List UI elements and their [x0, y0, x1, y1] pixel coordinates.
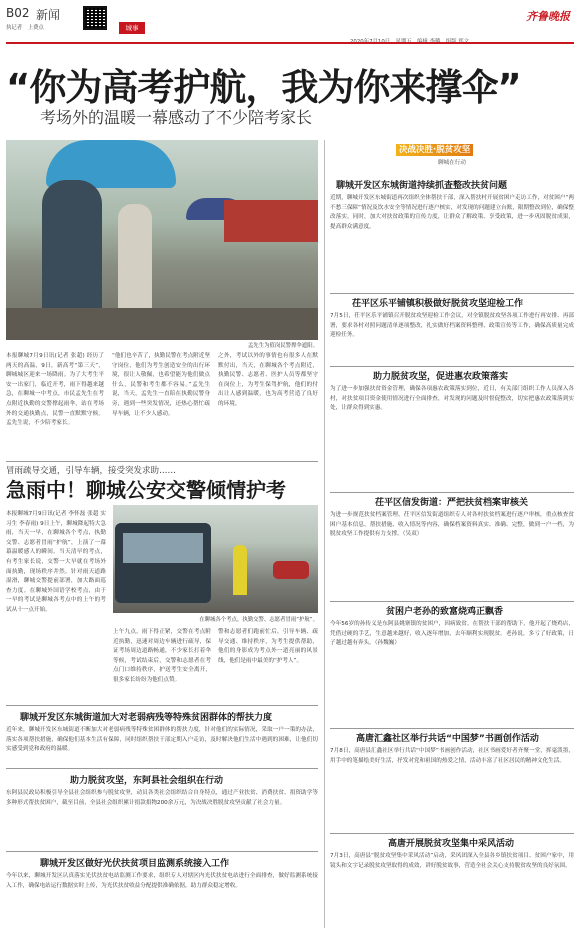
officer-figure — [233, 545, 247, 595]
campaign-subtitle: 聊城在行动 — [438, 160, 466, 166]
building-shape — [224, 200, 318, 242]
bottom-article-body: 东阿县民政局积极引导全县社会组织参与脱贫攻坚，动员各类社会组织结合自身特点，通过产业扶贫、消费扶贫、捐资助学等多种形式帮扶贫困户，截至目前，全县社会组织累计捐款捐物200余万元，为决战决胜脱贫攻坚贡献了社会力量。 — [6, 790, 318, 806]
mid-kicker: 冒雨疏导交通，引导车辆，接受突发求助…… — [6, 466, 177, 476]
mid-body-col1: 本报聊城7月9日讯(记者 李怀磊 张超 实习生 李春雨) 9日上午，聊城降起特大急雨，当天一早，在聊城各个考点，执勤交警、志愿者冒雨“护航”，上演了一幕幕温暖感人的瞬间。当天清早的考点，有考生家长说，交警一大早就在考场外面执勤，现场秩序井然。针对雨天道路湿滑，聊城交警提前部署，加大路面巡查力度。在聊城外国语学校考点，由于一早的考试是聊城各考点中的上午的考试从十一点开始。 — [6, 511, 106, 613]
mid-body-col3: 警和志愿者们跑前忙后，引导车辆、疏导交通、维持秩序，为考生提供帮助，他们的身影成为考点外一道亮丽的风景线，他们是雨中最美的“护考人”。 — [218, 629, 318, 664]
lead-photo-caption: 孟先生为值岗民警撑伞遮阳。 — [247, 343, 318, 349]
header-rule — [6, 42, 574, 44]
right-article-title: 贫困户老孙的致富烧鸡正飘香 — [386, 607, 504, 617]
right-article-body: 近期，聊城开发区东城街道再次组织全体帮扶干部，深入帮扶村开展贫困户走访工作，对贫困户“两不愁三保障”情况及饮水安全等情况进行逐户核实，对发现的问题建立台账，限期整改到位，确保整改落实。同时，加大对扶贫政策的宣传力度，让群众了解政策、享受政策，进一步巩固脱贫成果，提高群众满意度。 — [330, 195, 574, 230]
section-divider — [6, 461, 318, 462]
bottom-article-body: 今年以来，聊城开发区认真落实光伏扶贫电站监测工作要求，组织专人对辖区内光伏扶贫电站进行全面排查，做好监测系统接入工作，确保电站运行数据实时上传，为光伏扶贫收益分配提供准确依据，助力群众稳定增收。 — [6, 873, 318, 889]
bottom-article-title: 聊城开发区做好光伏扶贫项目监测系统接入工作 — [40, 859, 230, 869]
lead-photo — [6, 140, 318, 340]
bottom-article-title: 助力脱贫攻坚，东阿县社会组织在行动 — [70, 776, 224, 786]
right-article-body: 7月8日，高唐县汇鑫社区举行共话“中国梦”书画创作活动，社区书画爱好者齐聚一堂，挥毫泼墨，用手中的笔描绘美好生活，抒发对党和祖国的热爱之情，活动丰富了社区居民的精神文化生活。 — [330, 748, 574, 764]
section-tag-label: 城事 — [125, 24, 139, 32]
section-divider — [330, 366, 574, 367]
right-article-title: 助力脱贫攻坚，促进惠农政策落实 — [373, 372, 509, 382]
right-article-title: 聊城开发区东城街道持续抓查整改扶贫问题 — [336, 181, 508, 191]
right-article-body: 今年56岁的孙传义是东阿县姚寨镇的贫困户，因病致贫。在帮扶干部的帮助下，他开起了烧鸡店，凭借过硬的手艺，生意越来越好，收入逐年增加，去年顺利实现脱贫。老孙说，多亏了好政策，日子越过越有奔头。（孙魏巍） — [330, 621, 574, 647]
section-divider — [330, 833, 574, 834]
section-divider — [6, 768, 318, 769]
section-name: 新闻 — [36, 8, 61, 22]
section-divider — [330, 728, 574, 729]
car-shape — [273, 561, 309, 579]
right-article-title: 茌平区信发街道：严把扶贫档案审核关 — [375, 498, 529, 508]
newspaper-logo: 齐鲁晚报 — [526, 10, 570, 23]
lead-headline: “你为高考护航，我为你来撑伞” — [6, 66, 521, 109]
campaign-title — [396, 144, 473, 156]
right-article-title: 高唐汇鑫社区举行共话“中国梦”书画创作活动 — [356, 734, 539, 744]
section-divider — [330, 601, 574, 602]
mid-photo — [113, 505, 318, 613]
campaign-title-label: 决战决胜·脱贫攻坚 — [399, 145, 471, 155]
right-article-title: 茌平区乐平铺镇积极做好脱贫攻坚迎检工作 — [352, 299, 524, 309]
right-article-body: 7月3日，高唐县“脱贫攻坚集中采风活动”启动，采风团深入全县各乡镇扶贫项目、贫困户家中，用镜头和文字记录脱贫攻坚取得的成效，讲好脱贫故事，营造全社会关心支持脱贫攻坚的良好氛围。 — [330, 853, 574, 869]
lead-body-col1: 本报聊城7月9日讯(记者 张超) 经历了两天的高温，9日，新高考“第三天”，聊城城区迎来一场降雨。为了大考生平安一出家门，临近开考，雨下得越来越急，在聊城一中考点，市民孟先生在考点附近执勤的交警撑起雨伞，站在考场外的交通执勤点，民警一直默默守候。孟先生说，不少陪考家长。 — [6, 353, 104, 427]
lead-body-col2: “他们也辛苦了，执勤民警在考点附近坚守岗位，他们为考生创造安全的出行环境，很让人敬佩，也希望能为他们做点什么，民警和考生都不容易。”孟先生说，当天，孟先生一直陪在执勤民警身旁，遇到一些突发情况，还热心帮忙疏导车辆，让不少人感动。 — [112, 353, 210, 417]
mid-body-col2: 上午九点，雨下得正紧，交警在考点附近执勤，迅速对周边车辆进行疏导，保证考场周边道路畅通，不少家长打着伞等候，考试结束后，交警和志愿者在考点门口维持秩序，护送考生安全离开，很多家长纷纷为他们点赞。 — [113, 629, 211, 683]
section-divider — [330, 492, 574, 493]
mid-photo-caption: 在聊城各个考点，执勤交警、志愿者冒雨“护航”。 — [199, 617, 318, 623]
column-divider — [324, 140, 325, 928]
right-article-body: 7月5日，茌平区乐平铺镇召开脱贫攻坚迎检工作会议，对全镇脱贫攻坚各项工作进行再安排、再部署，要求各村对照问题清单逐项整改，扎实做好档案资料整理、政策宣传等工作，确保高质量完成迎检任务。 — [330, 313, 574, 339]
qr-code-icon — [83, 6, 107, 30]
campaign-box — [396, 144, 526, 166]
right-article-body: 为了进一步加强扶贫资金管理，确保各项惠农政策落实到位，近日，有关部门组织工作人员深入各村，对扶贫项目资金使用情况进行全面排查，对发现的问题及时督促整改，切实把惠农政策落到实处，让群众得到实惠。 — [330, 386, 574, 412]
right-article-body: 为进一步规范扶贫档案管理，茌平区信发街道组织专人对各村扶贫档案进行逐户审核，重点核查贫困户基本信息、帮扶措施、收入情况等内容，确保档案资料真实、准确、完整，做到一户一档，为脱贫攻坚工作提供有力支撑。（吴双） — [330, 512, 574, 538]
page-number: B02 — [6, 6, 30, 20]
ground — [6, 308, 318, 340]
section-tag — [119, 22, 145, 34]
section-divider — [6, 851, 318, 852]
section-divider — [6, 705, 318, 706]
lead-subhead: 考场外的温暖一幕感动了不少陪考家长 — [40, 108, 313, 127]
mid-headline: 急雨中！聊城公安交警倾情护考 — [6, 478, 286, 502]
masthead — [6, 6, 574, 42]
right-article-title: 高唐开展脱贫攻坚集中采风活动 — [388, 839, 515, 849]
bottom-article-body: 近年来，聊城开发区东城街道不断加大对老弱病残等特殊贫困群体的帮扶力度，针对他们的实际情况，采取一户一策的办法，落实各项帮扶措施，确保他们基本生活有保障，同时组织帮扶干部定期入户走访，及时解决他们生活中遇到的困难，让他们切实感受到党和政府的温暖。 — [6, 727, 318, 753]
bottom-article-title: 聊城开发区东城街道加大对老弱病残等特殊贫困群体的帮扶力度 — [20, 713, 273, 723]
lead-body-col3: 之外，考试以外的事情也有很多人在默默付出，当天，在聊城各个考点附近，执勤民警、志愿者、医护人员等都坚守在岗位上，为考生保驾护航，他们的付出让人感到温暖，也为高考营造了良好的环境。 — [218, 353, 318, 407]
bus-window — [123, 533, 203, 563]
editor-line: 执记者 上费点 — [6, 25, 44, 31]
section-divider — [330, 293, 574, 294]
